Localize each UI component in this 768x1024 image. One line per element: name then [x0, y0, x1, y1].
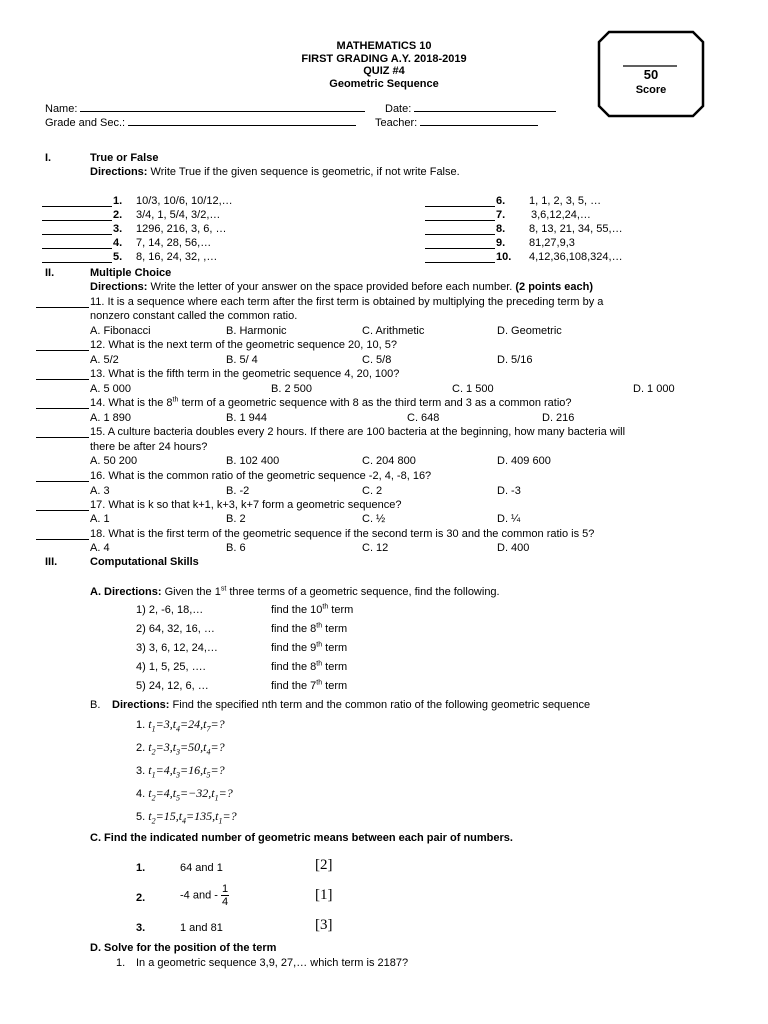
means-count: [1] [315, 887, 333, 903]
answer-blank[interactable] [36, 350, 89, 351]
answer-blank[interactable] [425, 248, 495, 249]
term-value: =3, [155, 740, 173, 754]
question-14 [90, 397, 572, 409]
header-title: MATHEMATICS 10 [336, 40, 432, 52]
item-text: 3/4, 1, 5/4, 3/2,… [136, 209, 221, 221]
item-text: 8, 13, 21, 34, 55,… [529, 223, 623, 235]
subscript: 5 [206, 770, 211, 780]
name-field[interactable] [45, 101, 365, 115]
choice: B. 1 944 [226, 412, 267, 424]
choice: A. 5 000 [90, 383, 131, 395]
superscript: th [316, 679, 323, 687]
part2-numeral: II. [45, 267, 55, 279]
find-term [271, 623, 347, 635]
term-symbol: t [178, 809, 183, 823]
find-text: term [322, 623, 348, 635]
subscript: 5 [176, 793, 181, 803]
subscript: 2 [151, 793, 156, 803]
item-number: 9. [496, 237, 506, 249]
find-text: term [328, 604, 354, 616]
answer-blank[interactable] [42, 248, 112, 249]
term-value: =50, [180, 740, 204, 754]
subscript: 4 [176, 724, 181, 734]
term-value: =15, [155, 809, 179, 823]
choice: D. -3 [497, 485, 521, 497]
choice: D. ¼ [497, 513, 521, 525]
superscript: th [172, 396, 179, 404]
item-text: 4,12,36,108,324,… [529, 251, 623, 263]
answer-blank[interactable] [36, 307, 89, 308]
subscript: 4 [206, 747, 211, 757]
answer-blank[interactable] [425, 220, 495, 221]
choice: C. 12 [362, 542, 389, 554]
part3-numeral: III. [45, 556, 58, 568]
choice: D. Geometric [497, 325, 562, 337]
date-label: Date: [385, 103, 412, 115]
score-total: 50 [643, 67, 659, 82]
term-value: =4, [155, 786, 173, 800]
nth-term-item [136, 809, 237, 824]
name-label: Name: [45, 103, 78, 115]
question-13: 13. What is the fifth term in the geometric sequence 4, 20, 100? [90, 368, 400, 380]
item-number: 3. [136, 765, 146, 777]
question-15: 15. A culture bacteria doubles every 2 hours. If there are 100 bacteria at the beginning, how many bacteria will [90, 426, 626, 438]
directions-label: A. Directions: [90, 586, 162, 598]
part1-numeral: I. [45, 152, 52, 164]
subscript: 1 [151, 770, 156, 780]
choice: A. Fibonacci [90, 325, 151, 337]
choice: C. 5/8 [362, 354, 392, 366]
part3-title: Computational Skills [90, 556, 199, 568]
choice: A. 5/2 [90, 354, 119, 366]
term-value: =? [222, 809, 237, 823]
part3d-title: D. Solve for the position of the term [90, 942, 277, 954]
term-value: =3, [155, 717, 173, 731]
score-label: Score [635, 84, 667, 96]
teacher-line[interactable] [420, 115, 538, 126]
subscript: 2 [151, 816, 156, 826]
item-number: 1. [116, 957, 126, 969]
question-16: 16. What is the common ratio of the geometric sequence -2, 4, -8, 16? [90, 470, 432, 482]
answer-blank[interactable] [42, 206, 112, 207]
number-pair: 1 and 81 [180, 922, 223, 934]
choice: A. 4 [90, 542, 110, 554]
subscript: 1 [218, 816, 223, 826]
subscript: 3 [176, 747, 181, 757]
answer-blank[interactable] [36, 539, 89, 540]
date-field[interactable] [385, 101, 556, 115]
item-text: 1296, 216, 3, 6, … [136, 223, 227, 235]
teacher-field[interactable] [375, 115, 538, 129]
term-value: =24, [180, 717, 204, 731]
find-term [271, 680, 347, 692]
choice: C. 648 [407, 412, 440, 424]
means-count: [2] [315, 857, 333, 873]
find-text: find the 9 [271, 642, 317, 654]
term-symbol: t [203, 763, 207, 777]
term-symbol: t [211, 786, 215, 800]
subscript: 3 [176, 770, 181, 780]
item-text: 7, 14, 28, 56,… [136, 237, 212, 249]
header-grading: FIRST GRADING A.Y. 2018-2019 [301, 53, 467, 65]
fraction-numerator: 1 [221, 883, 229, 895]
term-value: =4, [155, 763, 173, 777]
answer-blank[interactable] [36, 408, 89, 409]
term-value: =? [218, 786, 233, 800]
choice: A. 50 200 [90, 455, 138, 467]
item-number: 4. [113, 237, 123, 249]
fraction-denominator: 4 [221, 896, 229, 908]
choice: C. 1 500 [452, 383, 494, 395]
fraction [221, 883, 229, 908]
item-number: 8. [496, 223, 506, 235]
find-term [271, 604, 353, 616]
points-note: (2 points each) [515, 281, 593, 293]
grade-field[interactable] [45, 115, 356, 129]
term-symbol: t [215, 809, 219, 823]
item-number: 1. [136, 862, 146, 874]
item-number: 2. [136, 742, 146, 754]
item-number: 5. [136, 811, 146, 823]
question-text: term of a geometric sequence with 8 as the third term and 3 as a common ratio? [178, 397, 572, 409]
term-symbol: t [148, 786, 152, 800]
part2-title: Multiple Choice [90, 267, 172, 279]
item-number: 6. [496, 195, 506, 207]
part3b-directions [112, 699, 590, 711]
choice: B. Harmonic [226, 325, 287, 337]
subscript: 1 [151, 724, 156, 734]
item-number: 7. [496, 209, 506, 221]
question-12: 12. What is the next term of the geometric sequence 20, 10, 5? [90, 339, 397, 351]
number-pair [180, 883, 229, 908]
term-value: =? [210, 763, 225, 777]
find-text: term [322, 680, 348, 692]
term-symbol: t [172, 740, 177, 754]
choice: D. 5/16 [497, 354, 533, 366]
choice: B. 2 500 [271, 383, 312, 395]
part3c-title: C. Find the indicated number of geometric means between each pair of numbers. [90, 832, 513, 844]
answer-blank[interactable] [425, 262, 495, 263]
choice: C. 2 [362, 485, 383, 497]
find-text: term [322, 661, 348, 673]
nth-term-item [136, 740, 225, 755]
answer-blank[interactable] [36, 510, 89, 511]
directions-text: Find the specified nth term and the common ratio of the following geometric sequence [169, 699, 591, 711]
term-value: =135, [186, 809, 216, 823]
term-value: =16, [180, 763, 204, 777]
term-symbol: t [148, 740, 152, 754]
answer-blank[interactable] [425, 234, 495, 235]
nth-term-item [136, 717, 225, 732]
choice: C. ½ [362, 513, 386, 525]
term-symbol: t [172, 717, 177, 731]
choice: A. 1 [90, 513, 110, 525]
choice: B. -2 [226, 485, 250, 497]
name-line[interactable] [80, 101, 365, 112]
superscript: th [316, 622, 323, 630]
subscript: 1 [214, 793, 219, 803]
item-number: 2. [136, 892, 146, 904]
teacher-label: Teacher: [375, 117, 418, 129]
item-number: 5. [113, 251, 123, 263]
find-term [271, 661, 347, 673]
item-text: 3,6,12,24,… [531, 209, 591, 221]
choice: B. 5/ 4 [226, 354, 258, 366]
choice: A. 3 [90, 485, 110, 497]
term-symbol: t [172, 763, 177, 777]
answer-blank[interactable] [42, 220, 112, 221]
term-value: =? [210, 717, 225, 731]
superscript: th [322, 603, 329, 611]
find-text: find the 8 [271, 623, 317, 635]
item-text: 1, 1, 2, 3, 5, … [529, 195, 602, 207]
answer-blank[interactable] [36, 379, 89, 380]
sequence-item: 3) 3, 6, 12, 24,… [136, 642, 218, 654]
choice: D. 409 600 [497, 455, 551, 467]
choice: A. 1 890 [90, 412, 131, 424]
grade-line[interactable] [128, 115, 356, 126]
choice: B. 2 [226, 513, 246, 525]
question-15-cont: there be after 24 hours? [90, 441, 208, 453]
directions-text: Given the 1 [161, 586, 221, 598]
subscript: 7 [206, 724, 211, 734]
answer-blank[interactable] [42, 234, 112, 235]
header-quiz: QUIZ #4 [363, 65, 405, 77]
item-number: 1. [136, 719, 146, 731]
superscript: st [220, 585, 227, 593]
choice: D. 216 [542, 412, 575, 424]
item-number: 1. [113, 195, 123, 207]
choice: B. 6 [226, 542, 246, 554]
nth-term-item [136, 763, 225, 778]
position-question: In a geometric sequence 3,9, 27,… which term is 2187? [136, 957, 409, 969]
part1-title: True or False [90, 152, 159, 164]
find-text: term [322, 642, 348, 654]
directions-text: Write the letter of your answer on the space provided before each number. [147, 281, 516, 293]
term-symbol: t [148, 717, 152, 731]
question-11-cont: nonzero constant called the common ratio. [90, 310, 298, 322]
term-symbol: t [148, 809, 152, 823]
sequence-item: 4) 1, 5, 25, …. [136, 661, 206, 673]
directions-text: Write True if the given sequence is geometric, if not write False. [147, 166, 460, 178]
answer-blank[interactable] [36, 437, 89, 438]
answer-blank[interactable] [42, 262, 112, 263]
choice: D. 1 000 [633, 383, 675, 395]
item-text: 8, 16, 24, 32, ,… [136, 251, 218, 263]
question-11: 11. It is a sequence where each term after the first term is obtained by multiplying the preceding term by a [90, 296, 604, 308]
choice: C. 204 800 [362, 455, 416, 467]
sequence-item: 5) 24, 12, 6, … [136, 680, 209, 692]
find-text: find the 10 [271, 604, 323, 616]
directions-label: Directions: [90, 166, 148, 178]
sequence-item: 2) 64, 32, 16, … [136, 623, 215, 635]
header-topic: Geometric Sequence [329, 78, 439, 90]
find-term [271, 642, 347, 654]
directions-text: three terms of a geometric sequence, find the following. [226, 586, 500, 598]
answer-blank[interactable] [425, 206, 495, 207]
term-symbol: t [203, 740, 207, 754]
item-number: 10. [496, 251, 512, 263]
term-symbol: t [148, 763, 152, 777]
term-symbol: t [172, 786, 177, 800]
grade-label: Grade and Sec.: [45, 117, 126, 129]
question-17: 17. What is k so that k+1, k+3, k+7 form a geometric sequence? [90, 499, 402, 511]
choice: C. Arithmetic [362, 325, 425, 337]
subscript: 2 [151, 747, 156, 757]
item-number: 3. [113, 223, 123, 235]
nth-term-item [136, 786, 233, 801]
question-18: 18. What is the first term of the geometric sequence if the second term is 30 and the common ratio is 5? [90, 528, 595, 540]
date-line[interactable] [414, 101, 556, 112]
item-text: 81,27,9,3 [529, 237, 575, 249]
item-number: 2. [113, 209, 123, 221]
term-value: =? [210, 740, 225, 754]
superscript: th [316, 641, 323, 649]
part3b-letter: B. [90, 699, 101, 711]
part2-directions [90, 281, 593, 293]
part1-directions [90, 166, 460, 178]
choice: B. 102 400 [226, 455, 280, 467]
means-count: [3] [315, 917, 333, 933]
term-symbol: t [203, 717, 207, 731]
find-text: find the 8 [271, 661, 317, 673]
item-text: 10/3, 10/6, 10/12,… [136, 195, 233, 207]
superscript: th [316, 660, 323, 668]
part3a-directions [90, 586, 500, 598]
subscript: 4 [182, 816, 187, 826]
pair-text: -4 and - [180, 889, 218, 902]
term-value: =−32, [180, 786, 212, 800]
question-text: 14. What is the 8 [90, 397, 173, 409]
directions-label: Directions: [112, 699, 170, 711]
directions-label: Directions: [90, 281, 148, 293]
sequence-item: 1) 2, -6, 18,… [136, 604, 204, 616]
find-text: find the 7 [271, 680, 317, 692]
choice: D. 400 [497, 542, 530, 554]
item-number: 4. [136, 788, 146, 800]
item-number: 3. [136, 922, 146, 934]
answer-blank[interactable] [36, 481, 89, 482]
number-pair: 64 and 1 [180, 862, 223, 874]
